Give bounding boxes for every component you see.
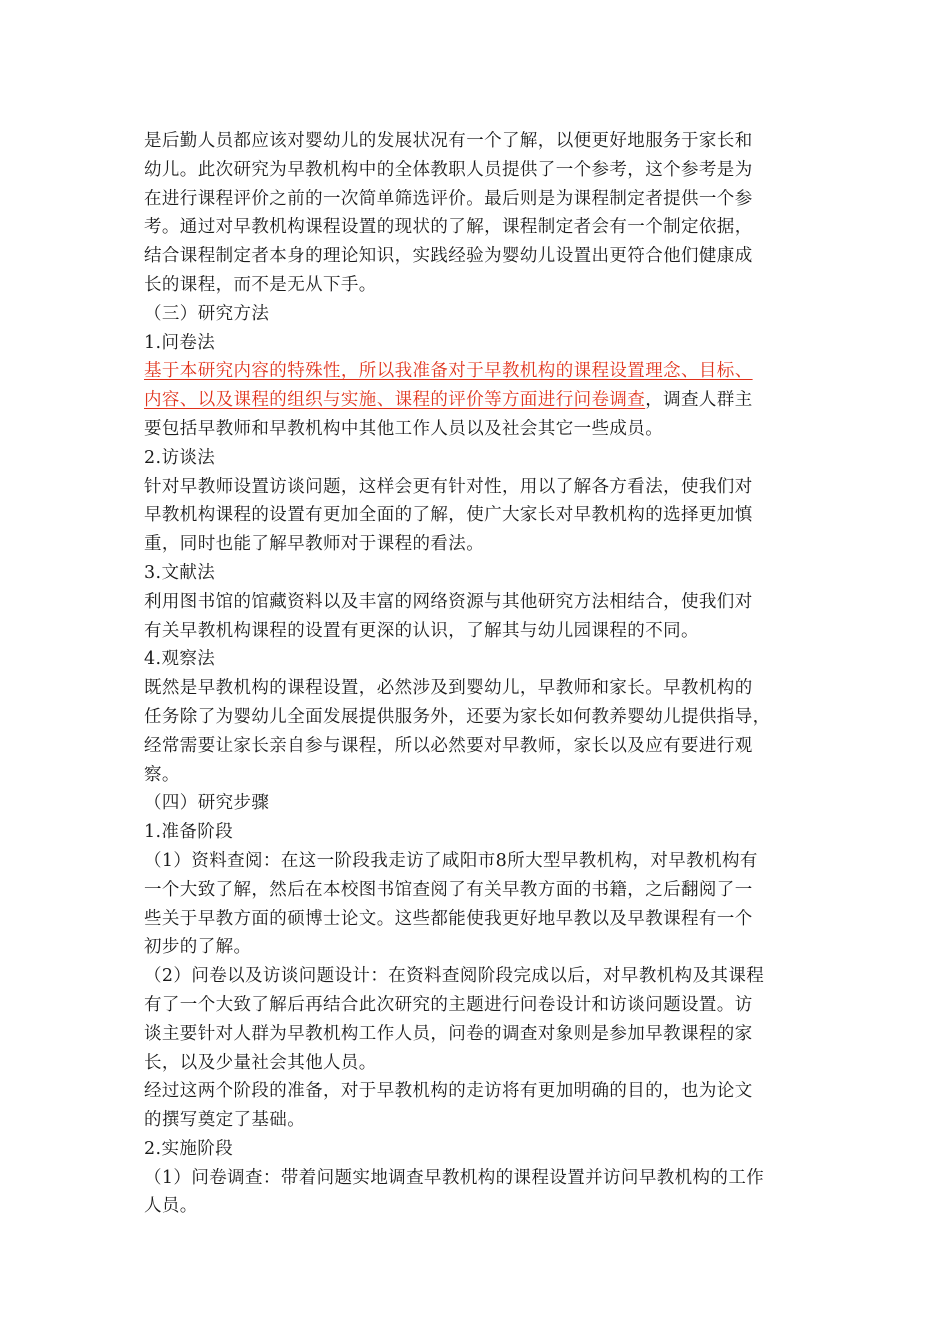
paragraph-line: 任务除了为婴幼儿全面发展提供服务外，还要为家长如何教养婴幼儿提供指导，	[144, 706, 771, 727]
subsection-heading: 2.实施阶段	[144, 1138, 234, 1159]
highlighted-text: 内容、以及课程的组织与实施、课程的评价等方面进行问卷调查	[144, 390, 646, 411]
paragraph-line	[144, 386, 809, 415]
paragraph-line: 一个大致了解，然后在本校图书馆查阅了有关早教方面的书籍，之后翻阅了一	[144, 879, 753, 900]
paragraph-line: 在进行课程评价之前的一次简单筛选评价。最后则是为课程制定者提供一个参	[144, 188, 753, 209]
subsection-heading: 3.文献法	[144, 562, 216, 583]
paragraph-line: 经常需要让家长亲自参与课程，所以必然要对早教师，家长以及应有要进行观	[144, 735, 753, 756]
section-heading: （三）研究方法	[144, 303, 270, 324]
paragraph-line: 初步的了解。	[144, 937, 252, 958]
paragraph-line: 要包括早教师和早教机构中其他工作人员以及社会其它一些成员。	[144, 418, 664, 439]
document-body	[144, 127, 809, 1221]
paragraph-line: 针对早教师设置访谈问题，这样会更有针对性，用以了解各方看法，使我们对	[144, 476, 753, 497]
paragraph-line: 谈主要针对人群为早教机构工作人员，问卷的调查对象则是参加早教课程的家	[144, 1023, 753, 1044]
paragraph-text: ，调查人群主	[645, 390, 753, 411]
paragraph-line: 长，以及少量社会其他人员。	[144, 1052, 377, 1073]
paragraph-line: 结合课程制定者本身的理论知识，实践经验为婴幼儿设置出更符合他们健康成	[144, 246, 753, 267]
paragraph-line	[144, 357, 809, 386]
paragraph-line: 察。	[144, 764, 180, 785]
paragraph-line: 考。通过对早教机构课程设置的现状的了解，课程制定者会有一个制定依据，	[144, 217, 753, 238]
subsection-heading: 2.访谈法	[144, 447, 216, 468]
paragraph-line: 有关早教机构课程的设置有更深的认识，了解其与幼儿园课程的不同。	[144, 620, 699, 641]
subsection-heading: 4.观察法	[144, 649, 216, 670]
paragraph-line: 长的课程，而不是无从下手。	[144, 274, 377, 295]
paragraph-line: 重，同时也能了解早教师对于课程的看法。	[144, 534, 485, 555]
paragraph-line: 有了一个大致了解后再结合此次研究的主题进行问卷设计和访谈问题设置。访	[144, 994, 753, 1015]
paragraph-line: 经过这两个阶段的准备，对于早教机构的走访将有更加明确的目的，也为论文	[144, 1081, 753, 1102]
paragraph-line: 些关于早教方面的硕博士论文。这些都能使我更好地早教以及早教课程有一个	[144, 908, 753, 929]
subsection-heading: 1.问卷法	[144, 332, 216, 353]
paragraph-line: 既然是早教机构的课程设置，必然涉及到婴幼儿，早教师和家长。早教机构的	[144, 678, 753, 699]
paragraph-line: 的撰写奠定了基础。	[144, 1110, 306, 1131]
paragraph-line: 人员。	[144, 1196, 198, 1217]
subsection-heading: 1.准备阶段	[144, 822, 234, 843]
paragraph-line: 早教机构课程的设置有更加全面的了解，使广大家长对早教机构的选择更加慎	[144, 505, 753, 526]
paragraph-line: 是后勤人员都应该对婴幼儿的发展状况有一个了解，以便更好地服务于家长和	[144, 131, 753, 151]
section-heading: （四）研究步骤	[144, 793, 270, 814]
paragraph-line: （2）问卷以及访谈问题设计：在资料查阅阶段完成以后，对早教机构及其课程	[144, 966, 765, 987]
paragraph-line: （1）资料查阅：在这一阶段我走访了咸阳市8所大型早教机构，对早教机构有	[144, 850, 758, 871]
paragraph-line: 幼儿。此次研究为早教机构中的全体教职人员提供了一个参考，这个参考是为	[144, 159, 753, 180]
paragraph-line: （1）问卷调查：带着问题实地调查早教机构的课程设置并访问早教机构的工作	[144, 1167, 765, 1188]
paragraph-line: 利用图书馆的馆藏资料以及丰富的网络资源与其他研究方法相结合，使我们对	[144, 591, 753, 612]
highlighted-text: 基于本研究内容的特殊性，所以我准备对于早教机构的课程设置理念、目标、	[144, 361, 753, 382]
